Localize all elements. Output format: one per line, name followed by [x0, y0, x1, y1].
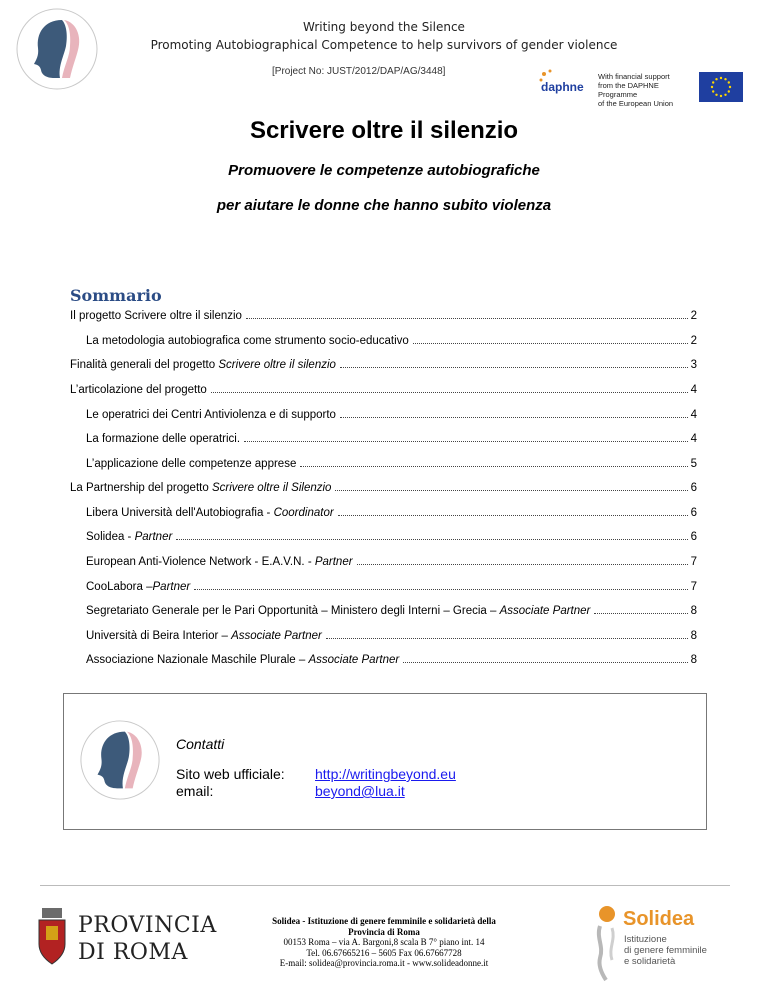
writing-beyond-logo-icon	[78, 718, 162, 802]
toc-entry[interactable]: Solidea - Partner 6	[86, 531, 697, 543]
contact-logo	[78, 718, 162, 802]
toc-entry[interactable]: Segretariato Generale per le Pari Opportunità – Ministero degli Interni – Grecia – Associate Partner 8	[86, 605, 697, 617]
toc-entry[interactable]: Il progetto Scrivere oltre il silenzio 2	[70, 310, 697, 322]
email-label: email:	[176, 783, 214, 799]
toc-entry[interactable]: La formazione delle operatrici. 4	[86, 433, 697, 445]
project-number: [Project No: JUST/2012/DAP/AG/3448]	[272, 66, 446, 77]
solidea-logo-icon	[590, 902, 624, 982]
toc-entry[interactable]: Le operatrici dei Centri Antiviolenza e di supporto 4	[86, 409, 697, 421]
toc-entry[interactable]: Finalità generali del progetto Scrivere oltre il silenzio 3	[70, 359, 697, 371]
email-link[interactable]: beyond@lua.it	[315, 783, 405, 799]
funding-line-1: With financial support	[598, 72, 670, 81]
footer-addr-line-1: 00153 Roma – via A. Bargoni,8 scala B 7° piano int. 14	[283, 937, 485, 947]
toc-entry[interactable]: CooLabora –Partner 7	[86, 581, 697, 593]
eu-flag-icon	[699, 72, 743, 102]
footer-org-line-1: Solidea - Istituzione di genere femminile e solidarietà della	[272, 916, 496, 926]
footer-divider	[40, 885, 730, 886]
document-subtitle-1: Promuovere le competenze autobiografiche	[228, 162, 540, 179]
funding-note	[598, 72, 693, 108]
website-label: Sito web ufficiale:	[176, 766, 285, 782]
toc-entry[interactable]: European Anti-Violence Network - E.A.V.N. - Partner 7	[86, 556, 697, 568]
toc-entry[interactable]: L’applicazione delle competenze apprese 5	[86, 458, 697, 470]
solidea-sub-line-1: Istituzione	[624, 934, 667, 945]
solidea-sub-line-3: e solidarietà	[624, 956, 676, 967]
toc-entry[interactable]: Associazione Nazionale Maschile Plurale – Associate Partner 8	[86, 654, 697, 666]
provincia-name-line-1: PROVINCIA	[78, 913, 217, 938]
toc-entry[interactable]: La Partnership del progetto Scrivere oltre il Silenzio 6	[70, 482, 697, 494]
document-subtitle-2: per aiutare le donne che hanno subito violenza	[216, 197, 552, 214]
toc-heading: Sommario	[70, 286, 162, 305]
header-title: Writing beyond the Silence	[303, 20, 465, 34]
provincia-crest-icon	[36, 906, 68, 966]
header-subtitle: Promoting Autobiographical Competence to help survivors of gender violence	[150, 38, 618, 52]
solidea-subtitle	[624, 934, 707, 967]
funding-line-2: from the DAPHNE Programme	[598, 81, 659, 99]
contact-heading: Contatti	[176, 736, 225, 752]
daphne-logo	[538, 68, 594, 102]
document-title: Scrivere oltre il silenzio	[249, 117, 519, 144]
solidea-sub-line-2: di genere femminile	[624, 945, 707, 956]
toc-entry[interactable]: L’articolazione del progetto 4	[70, 384, 697, 396]
toc-entry[interactable]: Università di Beira Interior – Associate Partner 8	[86, 630, 697, 642]
footer-address	[236, 916, 532, 969]
provincia-name-line-2: DI ROMA	[78, 940, 188, 965]
toc-entry[interactable]: La metodologia autobiografica come strumento socio-educativo 2	[86, 335, 697, 347]
footer-addr-line-3: E-mail: solidea@provincia.roma.it - www.solideadonne.it	[279, 958, 489, 968]
footer-addr-line-2: Tel. 06.67665216 – 5605 Fax 06.67667728	[306, 947, 462, 958]
funding-line-3: of the European Union	[598, 99, 674, 108]
toc-entry[interactable]: Libera Università dell'Autobiografia - Coordinator 6	[86, 507, 697, 519]
solidea-name: Solidea	[623, 908, 695, 930]
daphne-label: daphne	[541, 80, 584, 94]
website-link[interactable]: http://writingbeyond.eu	[315, 766, 456, 782]
footer-org-line-2: Provincia di Roma	[348, 926, 420, 937]
